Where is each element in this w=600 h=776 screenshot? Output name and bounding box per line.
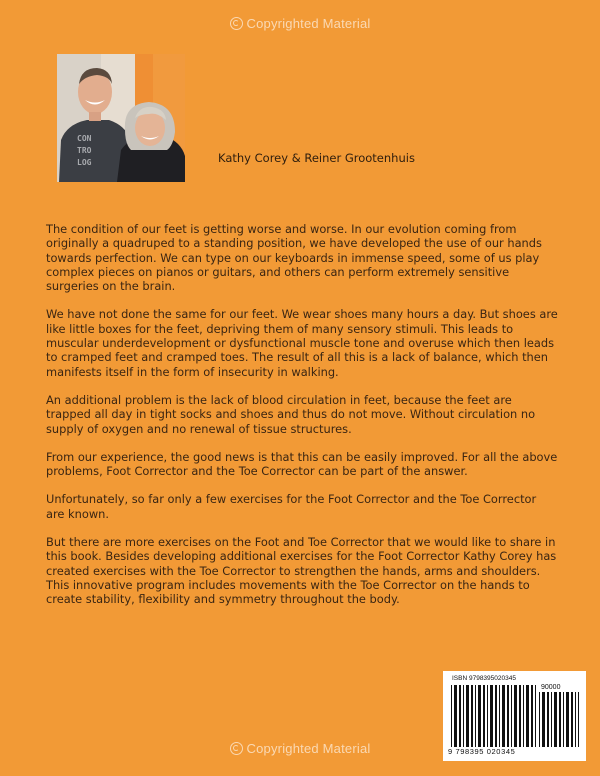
watermark-bottom <box>0 741 600 756</box>
barcode-bar <box>535 685 536 747</box>
barcode-bar <box>451 685 452 747</box>
barcode-bar <box>495 685 497 747</box>
barcode-bar <box>539 692 540 747</box>
barcode-bar <box>454 685 457 747</box>
barcode-bar <box>523 685 524 747</box>
barcode-bar <box>471 685 473 747</box>
barcode-bar <box>563 692 564 747</box>
paragraph-3: An additional problem is the lack of blood circulation in feet, because the feet are trapped all day in tight socks and shoes and thus do not move. Without circulation no supply of oxygen and no renewal of tissue structures. <box>46 392 536 436</box>
barcode-bars-main <box>451 685 537 747</box>
back-cover-text <box>46 222 558 621</box>
barcode-bar <box>507 685 509 747</box>
barcode-bar <box>483 685 485 747</box>
paragraph-5: Unfortunately, so far only a few exercises for the Foot Corrector and the Toe Corrector are known. <box>46 492 537 521</box>
barcode-bar <box>463 685 464 747</box>
barcode-bar <box>575 692 576 747</box>
barcode-bar <box>531 685 533 747</box>
price-code: 90000 <box>541 684 561 691</box>
barcode-bar <box>566 692 569 747</box>
paragraph-4: From our experience, the good news is that this can be easily improved. For all the above problems, Foot Corrector and the Toe Corrector can be part of the answer. <box>46 449 558 479</box>
paragraph-2: We have not done the same for our feet. We wear shoes many hours a day. But shoes are like little boxes for the feet, depriving them of many sensory stimuli. This leads to muscular underdevelopment or dysfunctional muscle tone and overuse which then leads to cramped feet and cramped toes. The result of all this is a lack of balance, which then manifests itself in the form of insecurity in walking. <box>46 307 558 379</box>
barcode-bar <box>478 685 481 747</box>
barcode-bar <box>519 685 521 747</box>
shirt-text-2: TRO <box>77 146 92 155</box>
watermark-top-text: Copyrighted Material <box>246 16 371 31</box>
barcode-bar <box>466 685 469 747</box>
barcode-digits: 9 798395 020345 <box>448 747 516 756</box>
barcode-bar <box>578 692 579 747</box>
barcode-bar <box>571 692 573 747</box>
author-photo-illustration <box>57 54 185 182</box>
paragraph-6: But there are more exercises on the Foot and Toe Corrector that we would like to share in this book. Besides developing additional exercises for the Foot Corrector Kathy Corey has created exercises with the Toe Corrector to strengthen the hands, arms and shoulders. This innovative program includes movements with the Toe Corrector on the hands to create stability, flexibility and symmetry throughout the body. <box>46 535 557 607</box>
barcode-bar <box>514 685 517 747</box>
barcode-bar <box>490 685 493 747</box>
barcode-bar <box>499 685 500 747</box>
barcode-bar <box>502 685 505 747</box>
barcode-bar <box>511 685 512 747</box>
paragraph-1: The condition of our feet is getting worse and worse. In our evolution coming from originally a quadruped to a standing position, we have developed the use of our hands towards perfection. We can type on our keyboards in immense speed, some of us play complex pieces on pianos or guitars, and others can perform extremely sensitive surgeries on the brain. <box>46 222 542 294</box>
barcode-bar <box>554 692 557 747</box>
barcode-bar <box>559 692 561 747</box>
shirt-text-3: LOG <box>77 158 92 167</box>
barcode-bar <box>526 685 529 747</box>
barcode-bars-addon <box>539 692 579 747</box>
copyright-icon <box>230 742 243 755</box>
photo-caption: Kathy Corey & Reiner Grootenhuis <box>218 151 415 165</box>
barcode-bar <box>542 692 545 747</box>
shirt-text-1: CON <box>77 134 92 143</box>
barcode-bar <box>487 685 488 747</box>
barcode-bar <box>547 692 549 747</box>
watermark-top <box>0 16 600 31</box>
barcode-bar <box>475 685 476 747</box>
isbn-label: ISBN 9798395020345 <box>452 675 516 682</box>
copyright-icon <box>230 17 243 30</box>
barcode-bar <box>551 692 552 747</box>
barcode-bar <box>459 685 461 747</box>
author-photo <box>57 54 185 182</box>
watermark-bottom-text: Copyrighted Material <box>246 741 371 756</box>
